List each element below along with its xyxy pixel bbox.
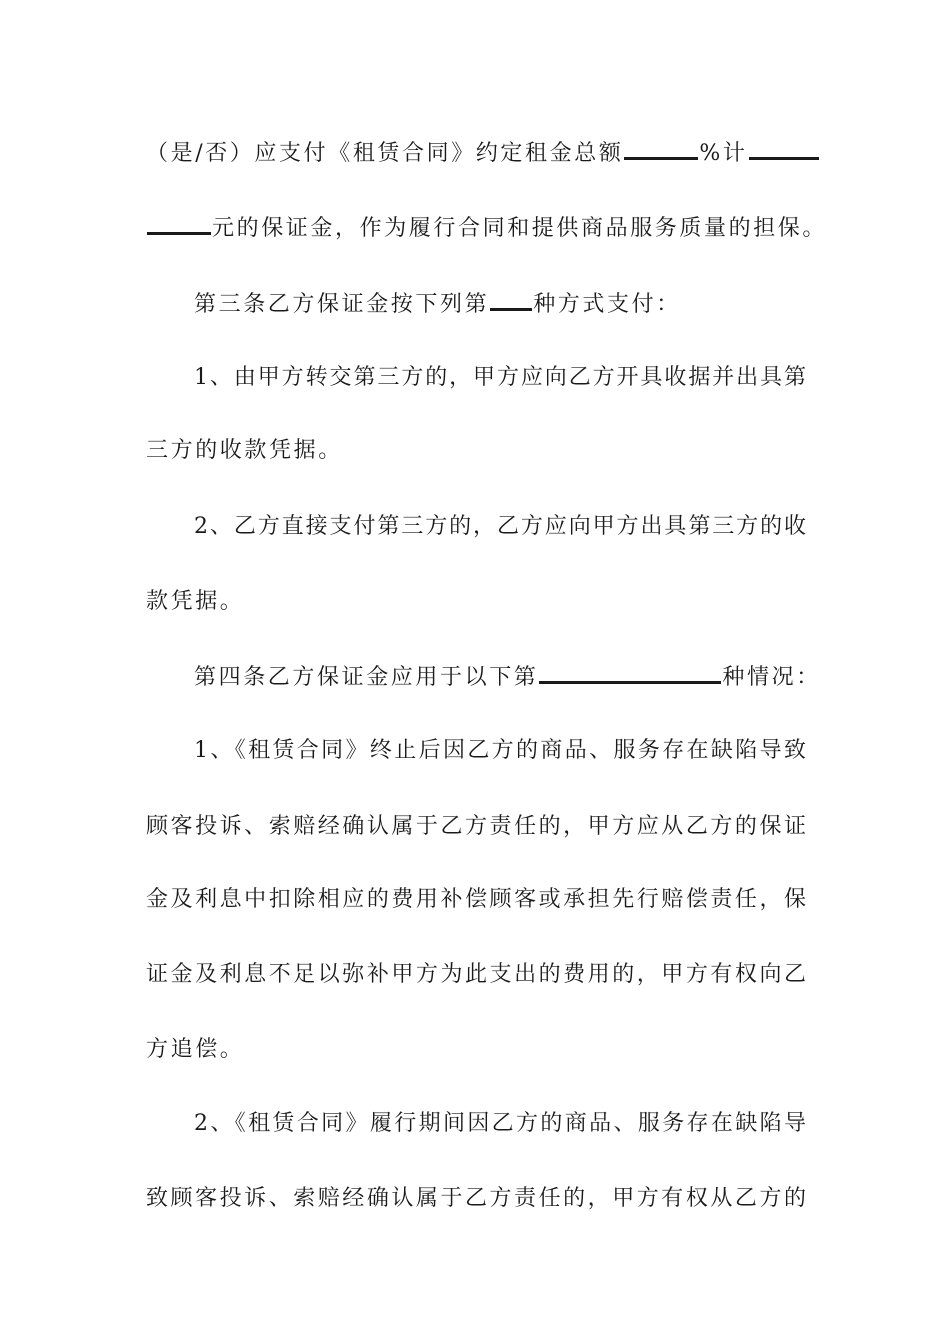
fill-in-blank [539,659,721,684]
paragraph-line: 方追偿。 [146,1037,245,1062]
paragraph-line: 1、《租赁合同》终止后因乙方的商品、服务存在缺陷导致 [194,738,806,763]
paragraph-line: 金及利息中扣除相应的费用补偿顾客或承担先行赔偿责任，保 [146,887,806,912]
paragraph-line [194,286,806,320]
paragraph-line [194,659,821,693]
line-text: 种情况： [722,665,821,690]
paragraph-line [146,210,828,244]
line-text: 第三条乙方保证金按下列第 [194,292,490,317]
paragraph-line: 2、《租赁合同》履行期间因乙方的商品、服务存在缺陷导 [194,1111,806,1136]
paragraph-line: 证金及利息不足以弥补甲方为此支出的费用的，甲方有权向乙 [146,962,806,987]
paragraph-line: 三方的收款凭据。 [146,438,343,463]
paragraph-line [146,135,806,169]
paragraph-line: 2、乙方直接支付第三方的，乙方应向甲方出具第三方的收 [194,514,806,539]
fill-in-blank [624,135,698,160]
line-text: 元的保证金，作为履行合同和提供商品服务质量的担保。 [212,216,828,241]
line-text: 第四条乙方保证金应用于以下第 [194,665,539,690]
line-text: %计 [699,141,748,166]
fill-in-blank [749,135,819,160]
paragraph-line: 顾客投诉、索赔经确认属于乙方责任的，甲方应从乙方的保证 [146,814,806,839]
paragraph-line: 致顾客投诉、索赔经确认属于乙方责任的，甲方有权从乙方的 [146,1186,806,1211]
fill-in-blank [490,286,532,311]
line-text: 种方式支付： [533,292,681,317]
paragraph-line: 1、由甲方转交第三方的，甲方应向乙方开具收据并出具第 [194,365,806,390]
paragraph-line: 款凭据。 [146,589,245,614]
line-text: （是/否）应支付《租赁合同》约定租金总额 [146,141,624,166]
fill-in-blank [147,210,211,235]
